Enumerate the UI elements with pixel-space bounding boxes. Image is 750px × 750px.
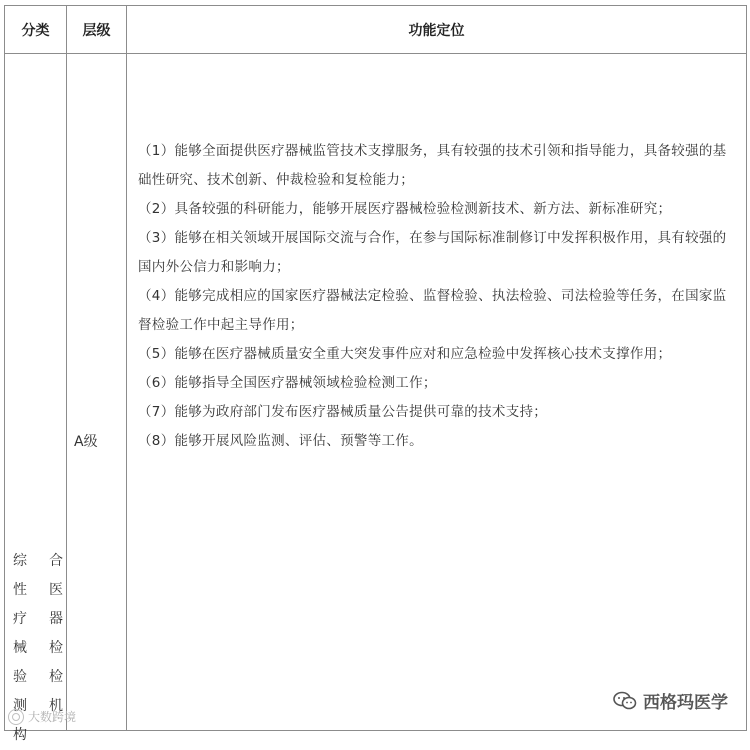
watermark-right-text: 西格玛医学 [643, 693, 728, 713]
function-item: （8）能够开展风险监测、评估、预警等工作。 [138, 433, 423, 449]
category-char: 合 [49, 553, 63, 569]
function-item: （6）能够指导全国医疗器械领域检验检测工作； [138, 375, 437, 391]
category-char: 疗 [13, 611, 27, 627]
header-category: 分类 [5, 6, 67, 54]
category-char: 器 [49, 611, 63, 627]
table-header-row [5, 6, 747, 54]
function-item: （3）能够在相关领域开展国际交流与合作，在参与国际标准制修订中发挥积极作用，具有较强的国内外公信力和影响力； [138, 230, 727, 275]
function-cell [127, 54, 747, 731]
category-char: 验 [13, 669, 27, 685]
category-char: 医 [49, 582, 63, 598]
function-item: （2）具备较强的科研能力，能够开展医疗器械检验检测新技术、新方法、新标准研究； [138, 201, 672, 217]
level-value: A级 [74, 434, 98, 450]
category-char: 械 [13, 640, 27, 656]
table-row [5, 54, 747, 731]
header-function: 功能定位 [127, 6, 747, 54]
watermark-right [609, 686, 732, 715]
category-char: 构 [13, 727, 27, 743]
level-cell [67, 54, 127, 731]
category-char: 综 [13, 553, 27, 569]
watermark-left [8, 708, 76, 725]
function-item: （4）能够完成相应的国家医疗器械法定检验、监督检验、执法检验、司法检验等任务，在国家监督检验工作中起主导作用； [138, 288, 727, 333]
function-item: （5）能够在医疗器械质量安全重大突发事件应对和应急检验中发挥核心技术支撑作用； [138, 346, 672, 362]
function-table [4, 5, 747, 743]
function-list [127, 54, 746, 456]
category-char: 机 [49, 698, 63, 714]
header-level: 层级 [67, 6, 127, 54]
function-item: （7）能够为政府部门发布医疗器械质量公告提供可靠的技术支持； [138, 404, 548, 420]
category-char: 检 [49, 669, 63, 685]
category-char: 测 [13, 698, 27, 714]
function-item: （1）能够全面提供医疗器械监管技术支撑服务，具有较强的技术引领和指导能力，具备较强的基础性研究、技术创新、仲裁检验和复检能力； [138, 143, 727, 188]
category-char: 性 [13, 582, 27, 598]
wechat-icon [613, 691, 637, 711]
camera-circle-icon [8, 709, 24, 725]
category-char: 检 [49, 640, 63, 656]
watermark-left-text: 大数跨境 [28, 710, 77, 724]
category-cell [5, 54, 67, 743]
